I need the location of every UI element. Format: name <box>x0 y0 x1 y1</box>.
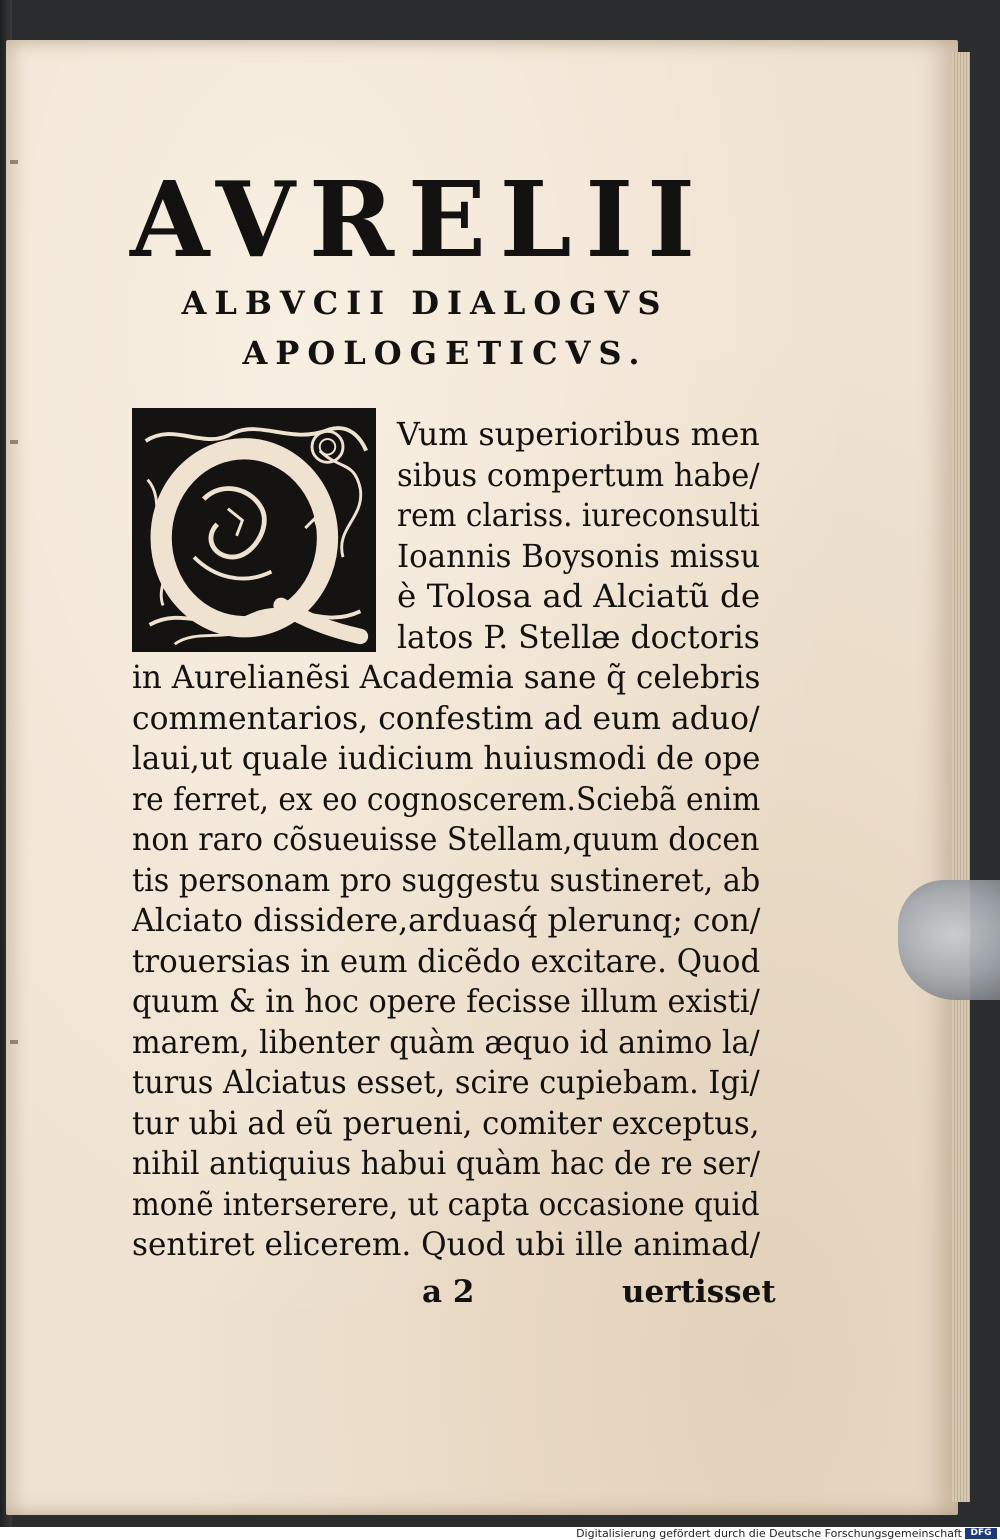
text-line: re ferret, ex eo cognoscerem.Sciebã enim <box>132 781 761 818</box>
page-stack-edge <box>952 52 970 1502</box>
text-line: Vum superioribus men <box>397 417 760 453</box>
text-line: trouersias in eum dicẽdo excitare. Quod <box>132 943 761 980</box>
text-line: sibus compertum habe/ <box>397 457 760 494</box>
footer-funding-note: Digitalisierung gefördert durch die Deutsche Forschungsgemeinschaft <box>576 1527 962 1540</box>
thumb-holding-page <box>898 880 1000 1000</box>
text-line: tis personam pro suggestu sustineret, ab <box>132 862 761 899</box>
text-line: Alciato dissidere,arduasq́ plerunq; con/ <box>132 903 761 939</box>
spine-mark <box>10 1040 18 1044</box>
text-line: commentarios, confestim ad eum aduo/ <box>132 700 760 737</box>
text-line: è Tolosa ad Alciatũ de <box>397 579 761 615</box>
text-line: tur ubi ad eũ perueni, comiter exceptus, <box>132 1105 760 1142</box>
text-line: nihil antiquius habui quàm hac de re ser/ <box>132 1146 761 1182</box>
spine-mark <box>10 160 18 164</box>
catchword: uertisset <box>622 1274 776 1310</box>
text-line: in Aurelianẽsi Academia sane q̃ celebris <box>132 660 761 696</box>
text-line: non raro cõsueuisse Stellam,quum docen <box>132 822 760 858</box>
text-line: turus Alciatus esset, scire cupiebam. Igi/ <box>132 1065 760 1101</box>
title-subtitle-line-2: APOLOGETICVS. <box>242 334 648 372</box>
text-line: laui,ut quale iudicium huiusmodi de ope <box>132 741 761 777</box>
dfg-logo: DFG <box>965 1528 997 1539</box>
title-main: AVRELII <box>130 158 709 281</box>
text-line: latos P. Stellæ doctoris <box>397 619 760 656</box>
text-line: sentiret elicerem. Quod ubi ille animad/ <box>132 1227 761 1263</box>
signature-mark: a 2 <box>422 1274 475 1310</box>
text-line: monẽ interserere, ut capta occasione quid <box>132 1186 760 1223</box>
text-line: rem clariss. iureconsulti <box>397 498 760 534</box>
title-subtitle-line-1: ALBVCII DIALOGVS <box>181 284 669 322</box>
decorated-initial-q <box>132 408 376 652</box>
text-line: quum & in hoc opere fecisse illum existi/ <box>132 984 760 1020</box>
woodcut-initial-illustration <box>136 412 372 648</box>
text-line: marem, libenter quàm æquo id animo la/ <box>132 1024 760 1061</box>
spine-mark <box>10 440 18 444</box>
text-line: Ioannis Boysonis missu <box>397 538 761 575</box>
